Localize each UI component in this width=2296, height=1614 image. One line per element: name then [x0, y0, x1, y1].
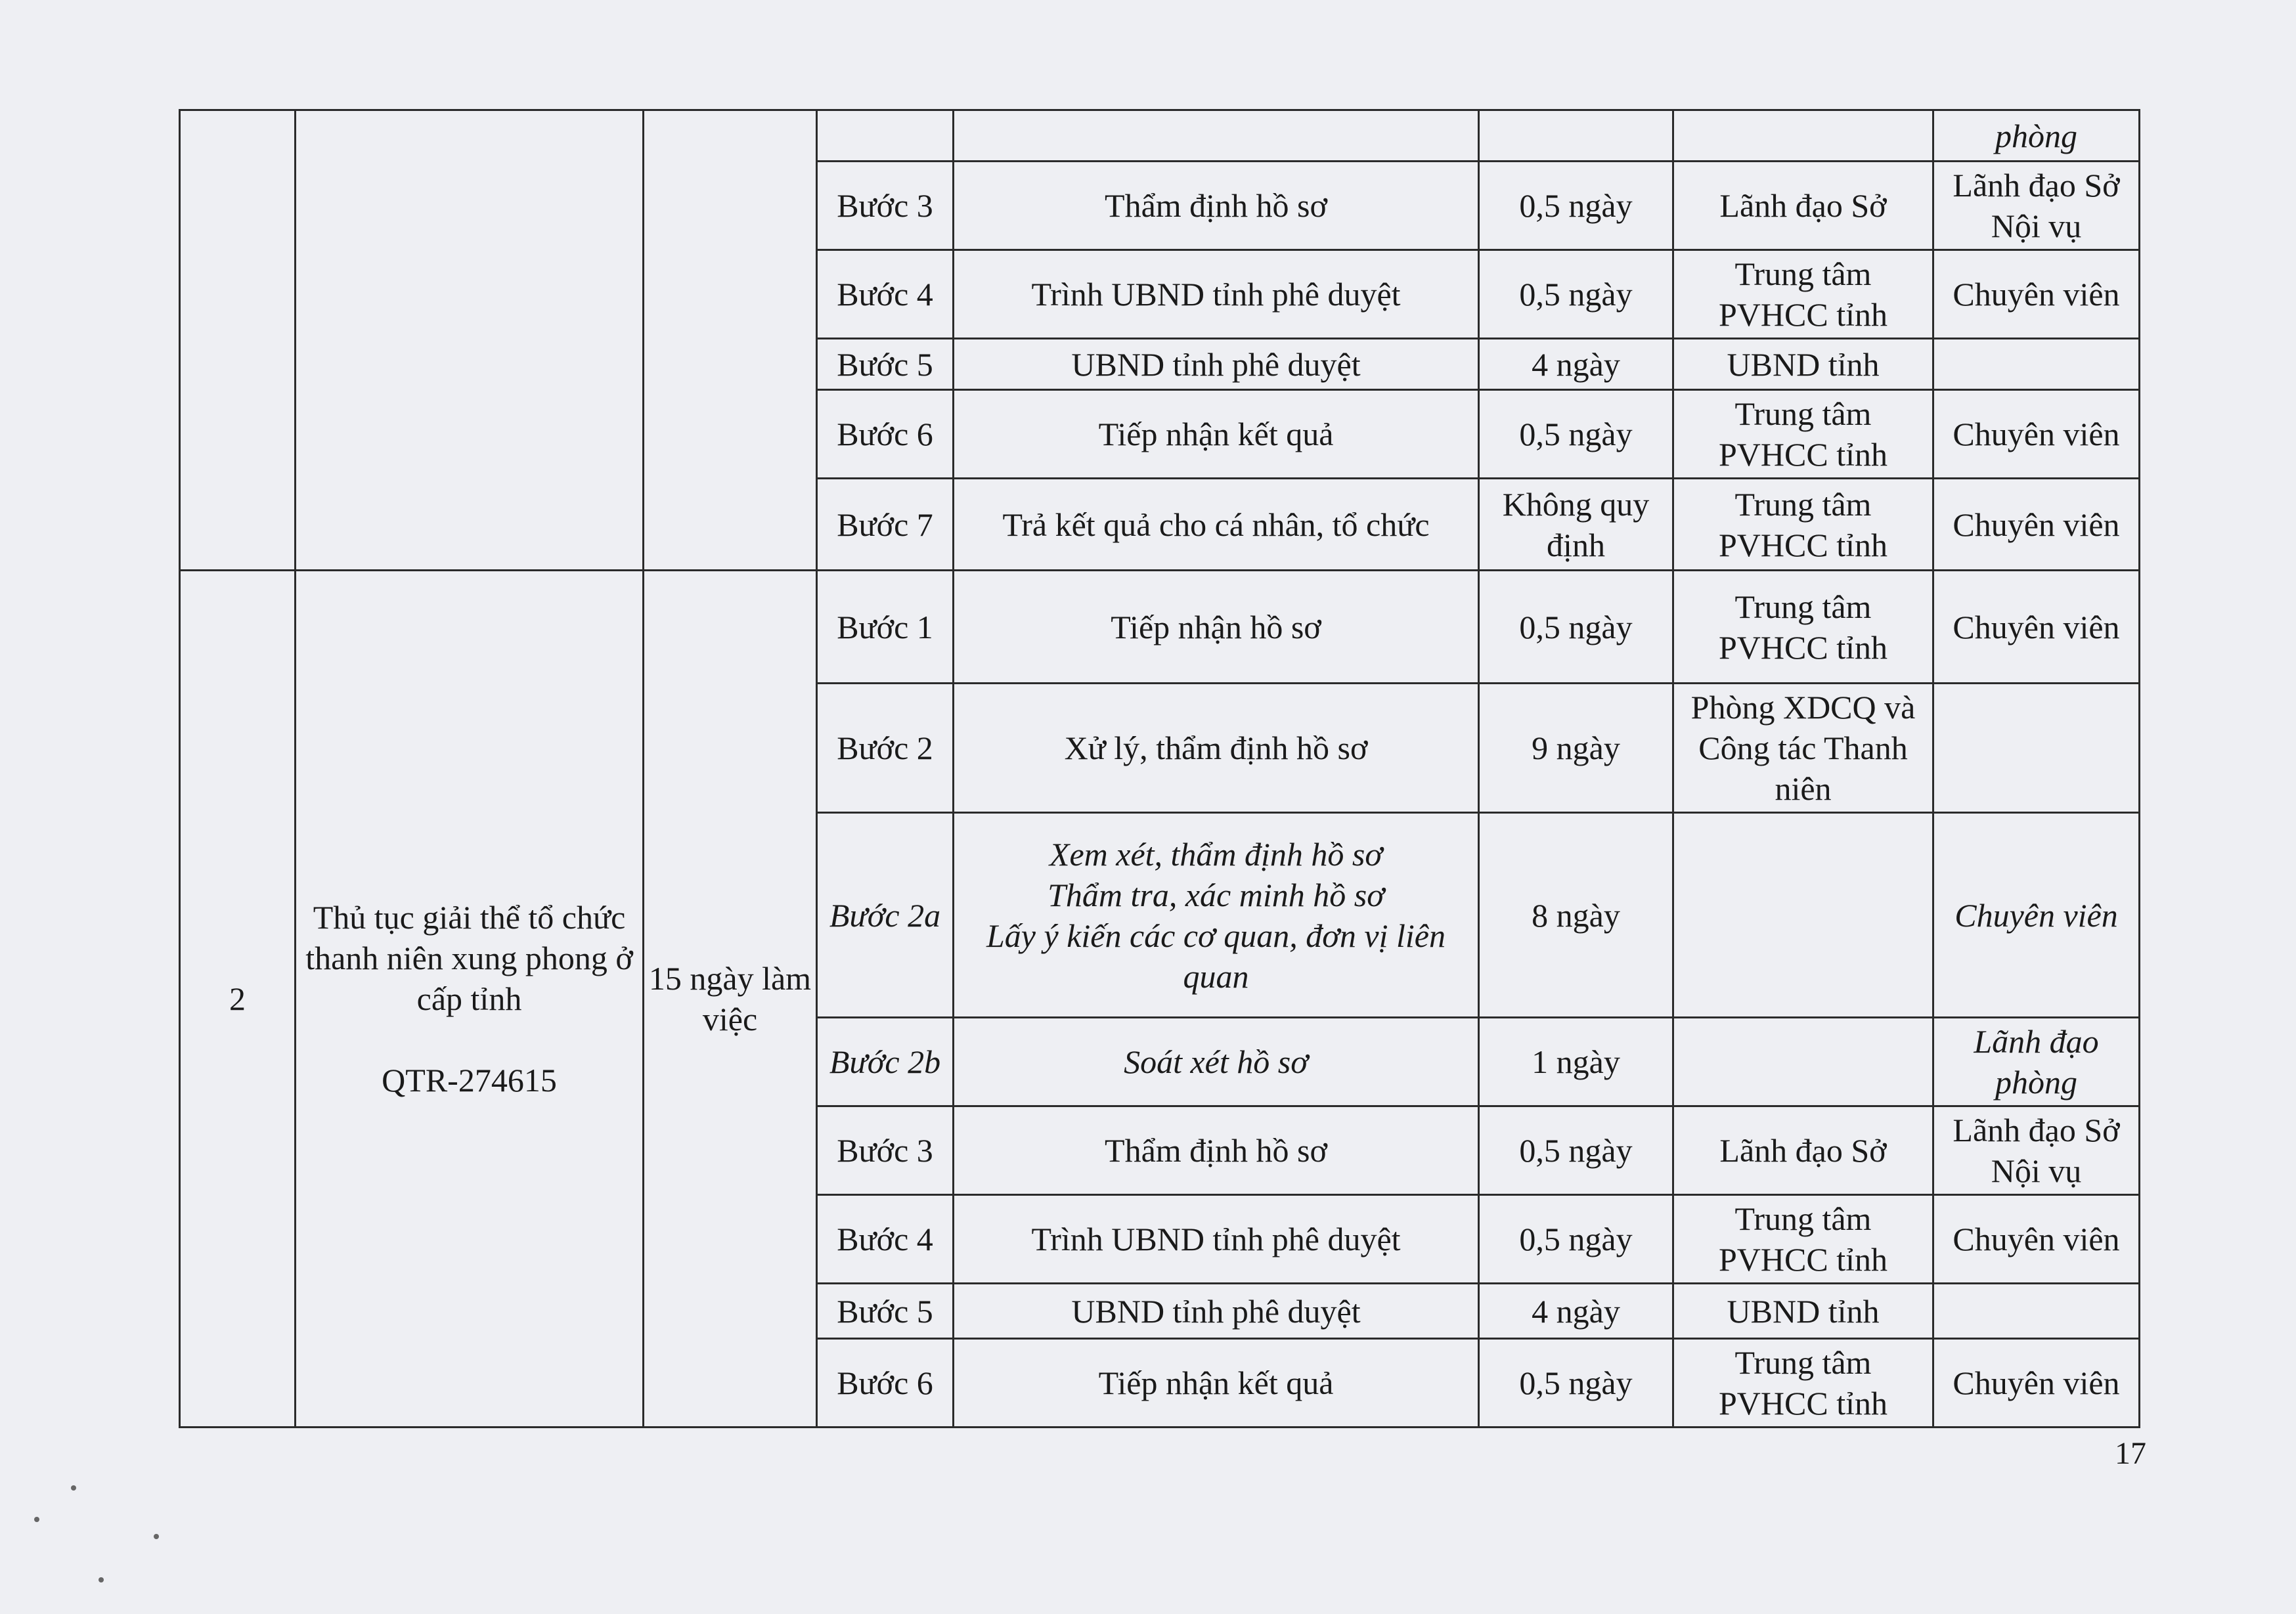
table-row	[180, 110, 2140, 162]
cell-unit: UBND tỉnh	[1673, 339, 1933, 390]
task-line: Xem xét, thẩm định hồ sơ	[1049, 835, 1383, 873]
cell-step: Bước 2	[817, 684, 954, 813]
cell-step: Bước 2b	[817, 1018, 954, 1106]
cell-time: 0,5 ngày	[1479, 571, 1673, 684]
cell-task: UBND tỉnh phê duyệt	[954, 1284, 1479, 1339]
cell-unit: Trung tâm PVHCC tỉnh	[1673, 1195, 1933, 1284]
cell-person	[1933, 1284, 2140, 1339]
cell-person: Lãnh đạo Sở Nội vụ	[1933, 162, 2140, 250]
cell-unit: UBND tỉnh	[1673, 1284, 1933, 1339]
cell-step: Bước 5	[817, 339, 954, 390]
document-page	[179, 109, 2138, 1428]
cell-unit: Trung tâm PVHCC tỉnh	[1673, 571, 1933, 684]
cell-person: Chuyên viên	[1933, 571, 2140, 684]
cell-unit: Trung tâm PVHCC tỉnh	[1673, 1339, 1933, 1428]
table-row	[180, 571, 2140, 684]
cell-time: 9 ngày	[1479, 684, 1673, 813]
cell-unit	[1673, 110, 1933, 162]
cell-person: phòng	[1933, 110, 2140, 162]
cell-unit: Trung tâm PVHCC tỉnh	[1673, 390, 1933, 479]
scan-speck	[99, 1577, 104, 1582]
cell-task	[954, 813, 1479, 1018]
cell-task: Trình UBND tỉnh phê duyệt	[954, 250, 1479, 339]
cell-unit: Trung tâm PVHCC tỉnh	[1673, 479, 1933, 571]
cell-number	[180, 110, 296, 571]
cell-time: 0,5 ngày	[1479, 390, 1673, 479]
cell-unit	[1673, 1018, 1933, 1106]
cell-task: Tiếp nhận kết quả	[954, 390, 1479, 479]
cell-time: 0,5 ngày	[1479, 1106, 1673, 1195]
cell-task: Trả kết quả cho cá nhân, tổ chức	[954, 479, 1479, 571]
scan-speck	[154, 1534, 159, 1539]
cell-step: Bước 5	[817, 1284, 954, 1339]
cell-step: Bước 1	[817, 571, 954, 684]
cell-step: Bước 4	[817, 1195, 954, 1284]
cell-time: 1 ngày	[1479, 1018, 1673, 1106]
cell-step: Bước 3	[817, 1106, 954, 1195]
cell-person: Chuyên viên	[1933, 1339, 2140, 1428]
cell-step: Bước 6	[817, 1339, 954, 1428]
cell-person	[1933, 684, 2140, 813]
cell-time: 4 ngày	[1479, 1284, 1673, 1339]
cell-task: UBND tỉnh phê duyệt	[954, 339, 1479, 390]
cell-duration	[644, 110, 817, 571]
cell-procedure-name	[296, 571, 644, 1428]
task-line: Lấy ý kiến các cơ quan, đơn vị liên quan	[986, 917, 1446, 995]
cell-time: 0,5 ngày	[1479, 1195, 1673, 1284]
cell-person: Chuyên viên	[1933, 479, 2140, 571]
cell-person: Chuyên viên	[1933, 390, 2140, 479]
cell-unit	[1673, 813, 1933, 1018]
cell-person: Chuyên viên	[1933, 813, 2140, 1018]
cell-unit: Lãnh đạo Sở	[1673, 162, 1933, 250]
scan-speck	[34, 1517, 39, 1522]
cell-unit: Trung tâm PVHCC tỉnh	[1673, 250, 1933, 339]
cell-duration: 15 ngày làm việc	[644, 571, 817, 1428]
cell-person: Lãnh đạo Sở Nội vụ	[1933, 1106, 2140, 1195]
cell-task: Tiếp nhận kết quả	[954, 1339, 1479, 1428]
scan-speck	[71, 1485, 76, 1491]
cell-time: Không quy định	[1479, 479, 1673, 571]
procedure-table	[179, 109, 2140, 1428]
task-line: Thẩm tra, xác minh hồ sơ	[1048, 876, 1384, 913]
cell-step: Bước 7	[817, 479, 954, 571]
cell-number: 2	[180, 571, 296, 1428]
cell-task	[954, 110, 1479, 162]
cell-step	[817, 110, 954, 162]
cell-step: Bước 6	[817, 390, 954, 479]
cell-task: Thẩm định hồ sơ	[954, 162, 1479, 250]
cell-task: Trình UBND tỉnh phê duyệt	[954, 1195, 1479, 1284]
procedure-code: QTR-274615	[382, 1062, 557, 1099]
cell-unit: Phòng XDCQ và Công tác Thanh niên	[1673, 684, 1933, 813]
cell-task: Tiếp nhận hồ sơ	[954, 571, 1479, 684]
cell-person: Lãnh đạo phòng	[1933, 1018, 2140, 1106]
page-number: 17	[2115, 1436, 2146, 1471]
cell-task: Thẩm định hồ sơ	[954, 1106, 1479, 1195]
procedure-name: Thủ tục giải thể tổ chức thanh niên xung phong ở cấp tỉnh	[305, 899, 633, 1017]
cell-person: Chuyên viên	[1933, 1195, 2140, 1284]
cell-time: 0,5 ngày	[1479, 1339, 1673, 1428]
cell-procedure-name	[296, 110, 644, 571]
cell-task: Xử lý, thẩm định hồ sơ	[954, 684, 1479, 813]
cell-time: 4 ngày	[1479, 339, 1673, 390]
cell-person	[1933, 339, 2140, 390]
cell-time: 0,5 ngày	[1479, 250, 1673, 339]
cell-person: Chuyên viên	[1933, 250, 2140, 339]
cell-step: Bước 4	[817, 250, 954, 339]
cell-step: Bước 2a	[817, 813, 954, 1018]
cell-time: 8 ngày	[1479, 813, 1673, 1018]
cell-unit: Lãnh đạo Sở	[1673, 1106, 1933, 1195]
cell-step: Bước 3	[817, 162, 954, 250]
cell-time: 0,5 ngày	[1479, 162, 1673, 250]
cell-task: Soát xét hồ sơ	[954, 1018, 1479, 1106]
cell-time	[1479, 110, 1673, 162]
